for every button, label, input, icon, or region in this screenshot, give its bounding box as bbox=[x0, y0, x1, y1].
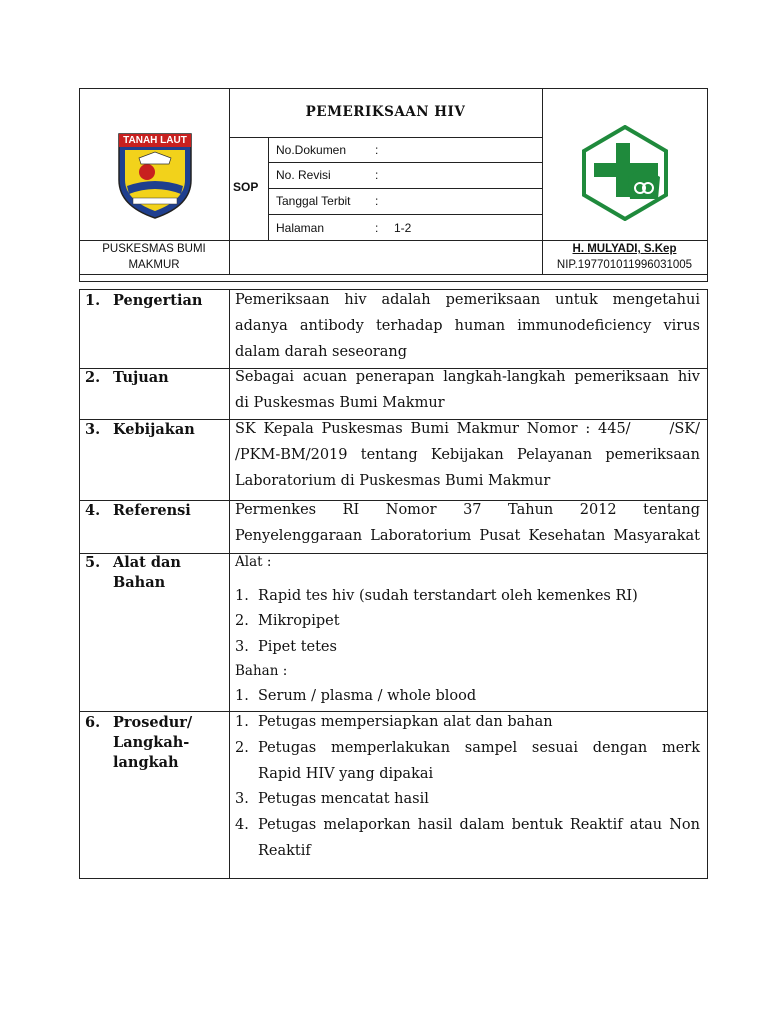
section-text-line: di Puskesmas Bumi Makmur bbox=[235, 395, 445, 411]
section-text-line: Pemeriksaan hiv adalah pemeriksaan untuk mengetahui bbox=[235, 292, 700, 308]
step-text: Petugas mencatat hasil bbox=[258, 791, 429, 807]
list-number: 1. bbox=[235, 588, 249, 604]
list-number: 2. bbox=[235, 613, 249, 629]
alat-item: Rapid tes hiv (sudah terstandart oleh kemenkes RI) bbox=[258, 588, 638, 604]
section-number: 1. bbox=[85, 292, 101, 309]
field-value: 1-2 bbox=[394, 221, 412, 235]
step-text: Petugas melaporkan hasil dalam bentuk Reaktif atau Non bbox=[258, 817, 700, 833]
step-text: Petugas memperlakukan sampel sesuai dengan merk bbox=[258, 740, 700, 756]
sop-label: SOP bbox=[233, 180, 259, 194]
regency-logo bbox=[113, 128, 197, 220]
bahan-label: Bahan : bbox=[235, 663, 288, 679]
org-name-line1: PUSKESMAS BUMI bbox=[102, 243, 206, 255]
section-label: Pengertian bbox=[113, 292, 203, 309]
step-text: Petugas mempersiapkan alat dan bahan bbox=[258, 714, 553, 730]
step-text: Rapid HIV yang dipakai bbox=[258, 766, 434, 782]
section-text-line: /PKM-BM/2019 tentang Kebijakan Pelayanan pemeriksaan bbox=[235, 447, 700, 463]
puskesmas-logo bbox=[582, 125, 668, 221]
field-sep: : bbox=[375, 143, 379, 157]
section-text-line: Penyelenggaraan Laboratorium Pusat Kesehatan Masyarakat bbox=[235, 528, 700, 544]
signer-name: H. MULYADI, S.Kep bbox=[572, 243, 677, 255]
section-text-line: SK Kepala Puskesmas Bumi Makmur Nomor : 445/ /SK/ bbox=[235, 421, 700, 437]
section-label: Prosedur/ bbox=[113, 714, 193, 731]
section-label: Referensi bbox=[113, 502, 191, 519]
field-sep: : bbox=[375, 168, 379, 182]
step-number: 3. bbox=[235, 791, 249, 807]
alat-item: Pipet tetes bbox=[258, 639, 337, 655]
step-number: 2. bbox=[235, 740, 249, 756]
section-text-line: Permenkes RI Nomor 37 Tahun 2012 tentang bbox=[235, 502, 700, 518]
signer-nip: NIP.197701011996031005 bbox=[556, 259, 693, 271]
alat-label: Alat : bbox=[235, 554, 272, 570]
logo-banner: TANAH LAUT bbox=[119, 134, 191, 147]
section-text-line: adanya antibody terhadap human immunodeficiency virus bbox=[235, 318, 700, 334]
step-text: Reaktif bbox=[258, 843, 311, 859]
section-label: langkah bbox=[113, 754, 179, 771]
field-label: No. Revisi bbox=[276, 168, 331, 182]
section-text-line: Laboratorium di Puskesmas Bumi Makmur bbox=[235, 473, 551, 489]
list-number: 1. bbox=[235, 688, 249, 704]
field-sep: : bbox=[375, 194, 379, 208]
field-label: No.Dokumen bbox=[276, 143, 347, 157]
list-number: 3. bbox=[235, 639, 249, 655]
alat-item: Mikropipet bbox=[258, 613, 340, 629]
section-label: Kebijakan bbox=[113, 421, 195, 438]
section-number: 6. bbox=[85, 714, 101, 731]
section-number: 4. bbox=[85, 502, 101, 519]
section-text-line: dalam darah seseorang bbox=[235, 344, 407, 360]
field-label: Halaman bbox=[276, 221, 325, 235]
section-number: 5. bbox=[85, 554, 101, 571]
field-sep: : bbox=[375, 221, 379, 235]
section-label: Langkah- bbox=[113, 734, 190, 751]
org-name-line2: MAKMUR bbox=[128, 259, 180, 271]
document-title: PEMERIKSAAN HIV bbox=[305, 104, 466, 120]
section-text-line: Sebagai acuan penerapan langkah-langkah pemeriksaan hiv bbox=[235, 369, 700, 385]
section-number: 2. bbox=[85, 369, 101, 386]
field-label: Tanggal Terbit bbox=[276, 194, 351, 208]
section-label: Tujuan bbox=[113, 369, 169, 386]
section-number: 3. bbox=[85, 421, 101, 438]
bahan-item: Serum / plasma / whole blood bbox=[258, 688, 477, 704]
step-number: 4. bbox=[235, 817, 249, 833]
section-label: Bahan bbox=[113, 574, 166, 591]
step-number: 1. bbox=[235, 714, 249, 730]
section-label: Alat dan bbox=[113, 554, 181, 571]
